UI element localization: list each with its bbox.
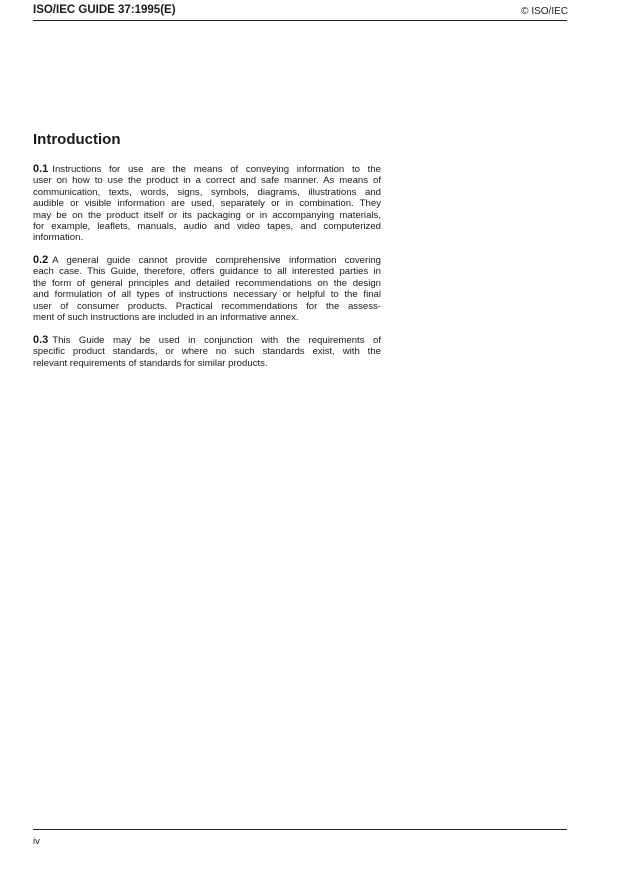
text-line: may be on the product itself or its packaging or in accompanying materials,	[33, 209, 381, 221]
text-line: A general guide cannot provide comprehensive information covering	[52, 255, 381, 266]
text-line: relevant requirements of standards for similar products.	[33, 357, 268, 369]
text-line: communication, texts, words, signs, symbols, diagrams, illustrations and	[33, 186, 381, 198]
text-line: user of consumer products. Practical recommendations for the assess-	[33, 300, 381, 312]
text-line: information.	[33, 232, 84, 244]
clause-number: 0.1	[33, 163, 49, 175]
text-line: This Guide may be used in conjunction with the requirements of	[52, 335, 381, 346]
paragraph-0-3	[33, 335, 381, 369]
footer-rule	[33, 829, 567, 830]
copyright-notice: © ISO/IEC	[521, 6, 568, 17]
text-line: specific product standards, or where no such standards exist, with the	[33, 346, 381, 358]
clause-number: 0.3	[33, 334, 49, 346]
text-line: for example, leaflets, manuals, audio and video tapes, and computerized	[33, 221, 381, 233]
text-line: each case. This Guide, therefore, offers guidance to all interested parties in	[33, 266, 381, 278]
text-line: Instructions for use are the means of conveying information to the	[52, 164, 381, 175]
header-rule	[33, 20, 567, 21]
paragraph-0-2	[33, 255, 381, 323]
page-header-title: ISO/IEC GUIDE 37:1995(E)	[33, 4, 176, 16]
text-line: and formulation of all types of instructions necessary or helpful to the final	[33, 289, 381, 301]
text-line: ment of such instructions are included in an informative annex.	[33, 312, 299, 324]
section-title: Introduction	[33, 131, 121, 148]
page-number: iv	[33, 836, 40, 847]
text-line: audible or visible information are used, separately or in combination. They	[33, 198, 381, 210]
clause-number: 0.2	[33, 254, 49, 266]
paragraph-0-1	[33, 164, 381, 244]
text-line: the form of general principles and detailed recommendations on the design	[33, 277, 381, 289]
text-line: user on how to use the product in a correct and safe manner. As means of	[33, 175, 381, 187]
